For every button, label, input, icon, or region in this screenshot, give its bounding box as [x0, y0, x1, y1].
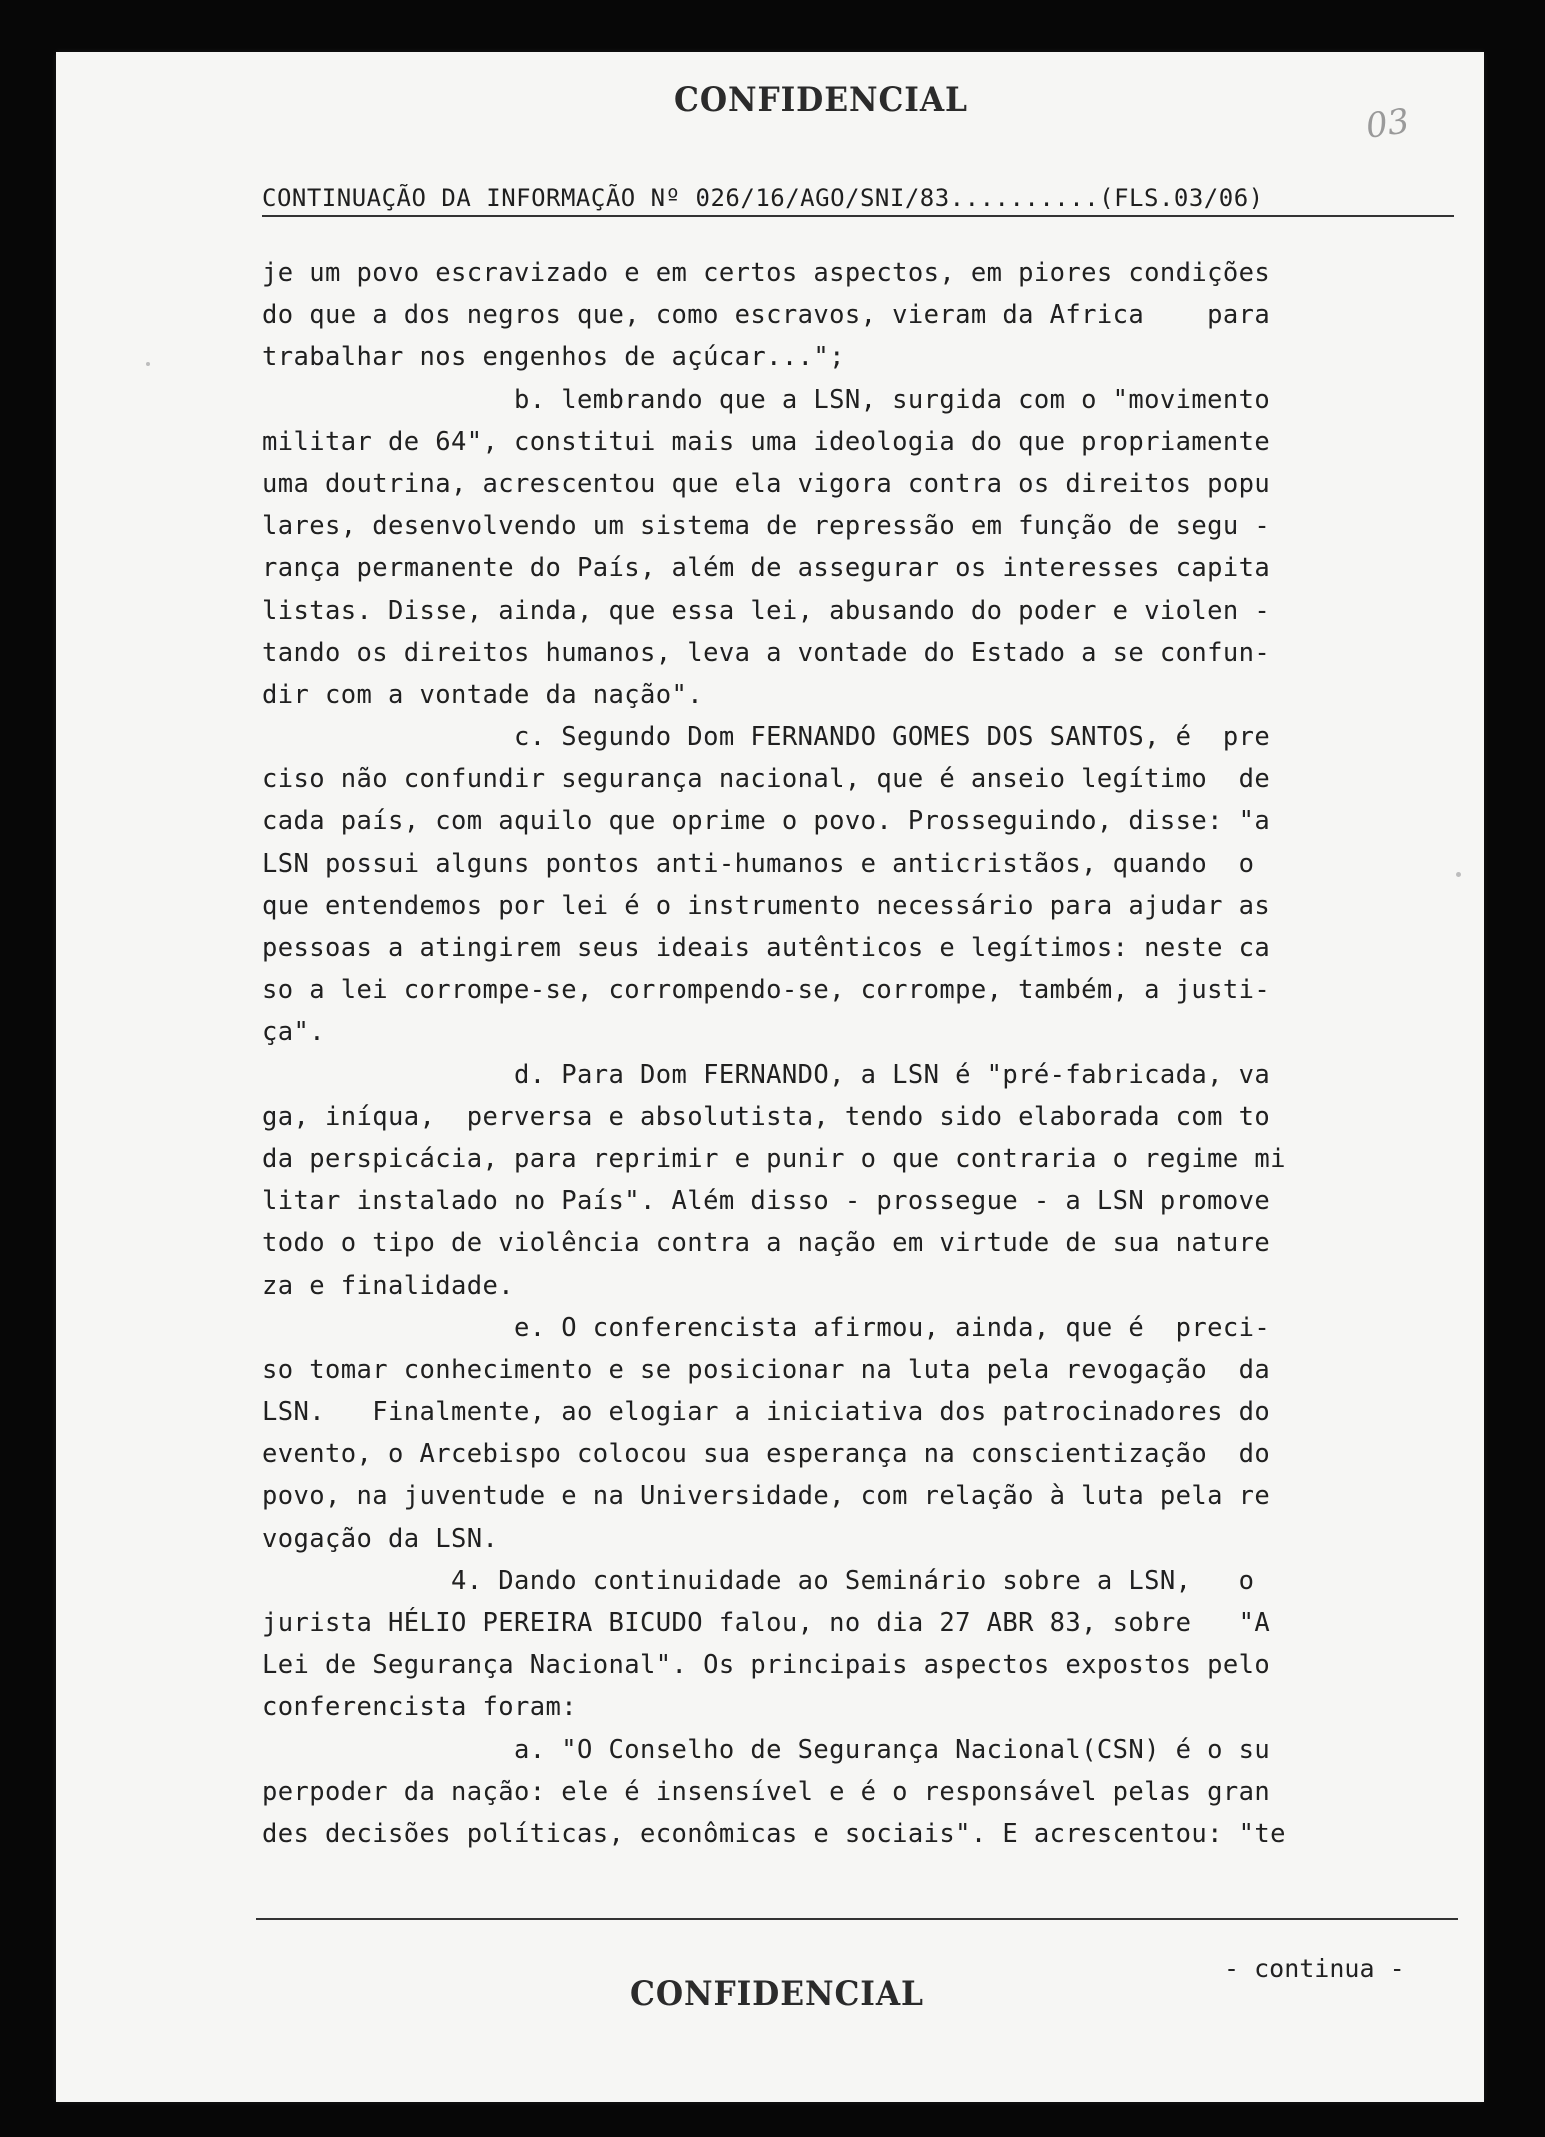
- continua-marker: - continua -: [1224, 1954, 1405, 1983]
- classification-stamp-top: CONFIDENCIAL: [674, 80, 968, 120]
- text-line: vogação da LSN.: [262, 1523, 499, 1554]
- text-line: da perspicácia, para reprimir e punir o que contraria o regime mi: [262, 1143, 1286, 1174]
- text-line: pessoas a atingirem seus ideais autênticos e legítimos: neste ca: [262, 933, 1271, 963]
- text-line: lares, desenvolvendo um sistema de repressão em função de segu -: [262, 511, 1271, 542]
- text-line: jurista HÉLIO PEREIRA BICUDO falou, no dia 27 ABR 83, sobre "A: [262, 1608, 1271, 1638]
- text-line: e. O conferencista afirmou, ainda, que é preci-: [262, 1312, 1271, 1343]
- text-line: que entendemos por lei é o instrumento necessário para ajudar as: [262, 890, 1271, 921]
- text-line: uma doutrina, acrescentou que ela vigora contra os direitos popu: [262, 468, 1271, 499]
- text-line: ga, iníqua, perversa e absolutista, tendo sido elaborada com to: [262, 1101, 1271, 1132]
- text-line: des decisões políticas, econômicas e sociais". E acrescentou: "te: [262, 1818, 1286, 1849]
- text-line: b. lembrando que a LSN, surgida com o "movimento: [262, 384, 1271, 415]
- text-line: trabalhar nos engenhos de açúcar...";: [262, 342, 845, 373]
- text-line: je um povo escravizado e em certos aspectos, em piores condições: [262, 258, 1271, 288]
- text-line: militar de 64", constitui mais uma ideologia do que propriamente: [262, 426, 1271, 457]
- continuation-header: CONTINUAÇÃO DA INFORMAÇÃO Nº 026/16/AGO/SNI/83..........(FLS.03/06): [262, 184, 1264, 212]
- text-line: cada país, com aquilo que oprime o povo. Prosseguindo, disse: "a: [262, 806, 1271, 837]
- text-line: a. "O Conselho de Segurança Nacional(CSN) é o su: [262, 1734, 1271, 1765]
- handwritten-page-number: 03: [1363, 101, 1412, 147]
- text-line: todo o tipo de violência contra a nação em virtude de sua nature: [262, 1228, 1271, 1259]
- text-line: za e finalidade.: [262, 1270, 515, 1301]
- text-line: dir com a vontade da nação".: [262, 679, 704, 710]
- document-body: [262, 252, 1462, 1855]
- text-line: c. Segundo Dom FERNANDO GOMES DOS SANTOS, é pre: [262, 722, 1271, 753]
- text-line: rança permanente do País, além de assegurar os interesses capita: [262, 553, 1271, 584]
- text-line: LSN possui alguns pontos anti-humanos e anticristãos, quando o: [262, 848, 1255, 879]
- footer-rule: [256, 1918, 1458, 1920]
- text-line: tando os direitos humanos, leva a vontade do Estado a se confun-: [262, 637, 1271, 668]
- text-line: LSN. Finalmente, ao elogiar a iniciativa dos patrocinadores do: [262, 1397, 1271, 1428]
- text-line: listas. Disse, ainda, que essa lei, abusando do poder e violen -: [262, 595, 1271, 626]
- text-line: conferencista foram:: [262, 1692, 578, 1723]
- document-page: [56, 52, 1484, 2102]
- text-line: ça".: [262, 1017, 326, 1048]
- text-line: 4. Dando continuidade ao Seminário sobre a LSN, o: [262, 1565, 1255, 1596]
- text-line: do que a dos negros que, como escravos, vieram da Africa para: [262, 300, 1271, 331]
- classification-stamp-bottom: CONFIDENCIAL: [630, 1974, 924, 2014]
- text-line: litar instalado no País". Além disso - prossegue - a LSN promove: [262, 1186, 1271, 1217]
- text-line: so tomar conhecimento e se posicionar na luta pela revogação da: [262, 1354, 1271, 1385]
- scan-speck: [146, 362, 150, 366]
- text-line: perpoder da nação: ele é insensível e é o responsável pelas gran: [262, 1776, 1271, 1807]
- text-line: so a lei corrompe-se, corrompendo-se, corrompe, também, a justi-: [262, 975, 1271, 1006]
- text-line: d. Para Dom FERNANDO, a LSN é "pré-fabricada, va: [262, 1059, 1271, 1090]
- text-line: evento, o Arcebispo colocou sua esperança na conscientização do: [262, 1439, 1271, 1470]
- text-line: ciso não confundir segurança nacional, que é anseio legítimo de: [262, 764, 1271, 795]
- text-line: povo, na juventude e na Universidade, com relação à luta pela re: [262, 1481, 1271, 1512]
- header-underline: [262, 215, 1454, 217]
- text-line: Lei de Segurança Nacional". Os principais aspectos expostos pelo: [262, 1650, 1271, 1681]
